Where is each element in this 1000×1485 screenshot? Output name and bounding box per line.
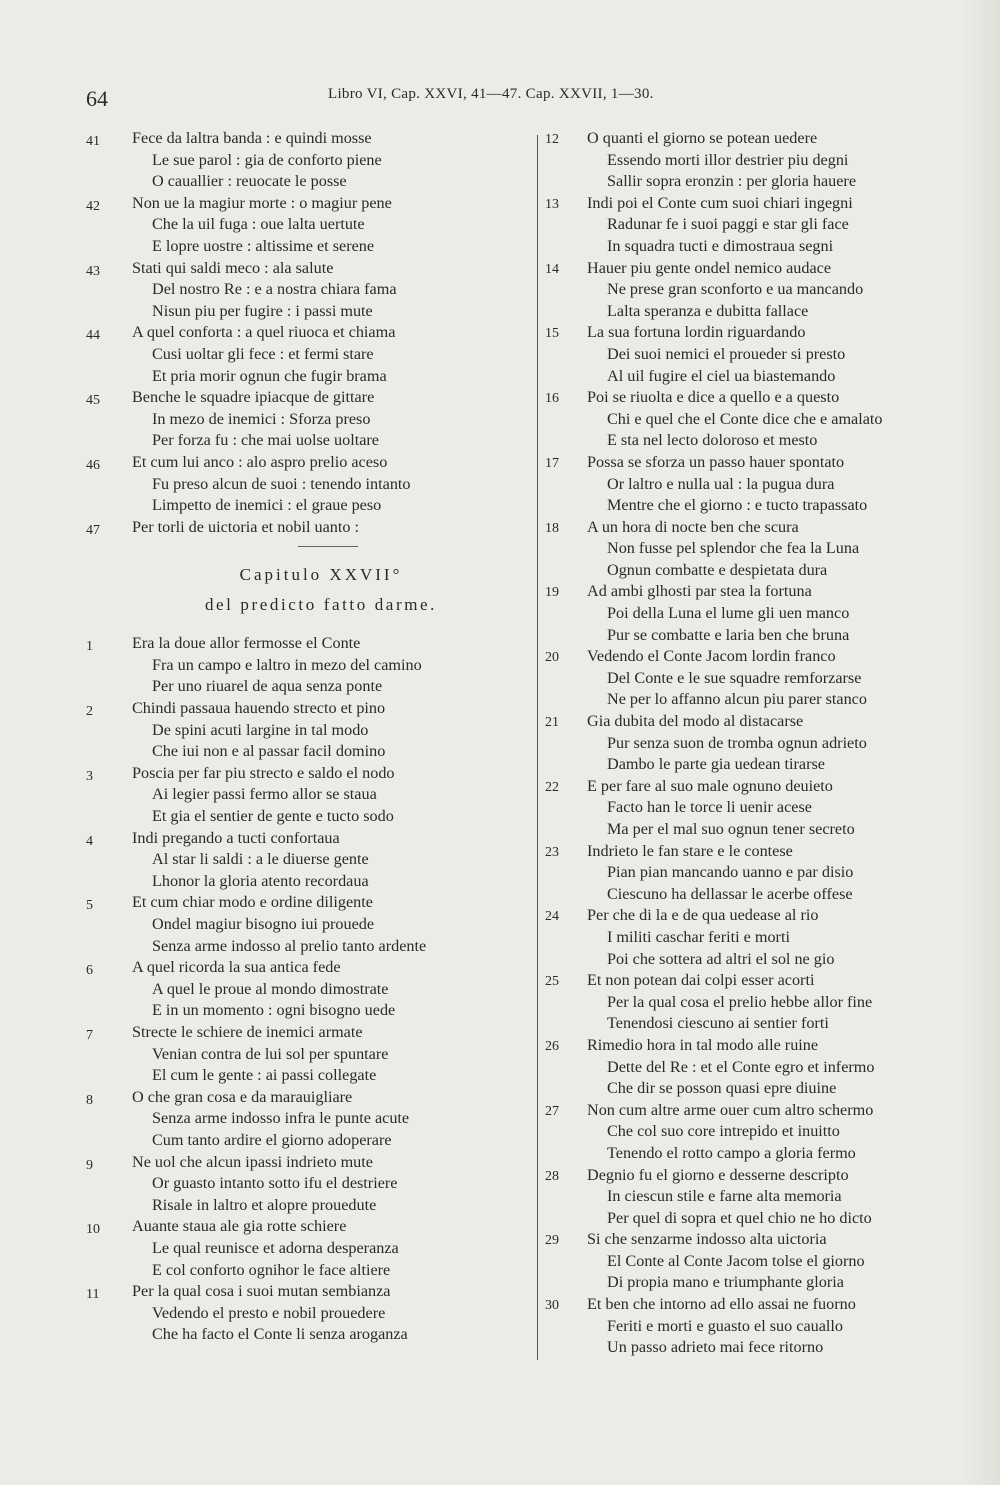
verse-line: Ne prese gran sconforto e ua mancando bbox=[607, 280, 864, 299]
verse-line: Del nostro Re : e a nostra chiara fama bbox=[152, 280, 397, 299]
stanza bbox=[86, 763, 526, 828]
verse-line: Tenendosi ciescuno ai sentier forti bbox=[607, 1014, 829, 1033]
stanza-number: 21 bbox=[545, 715, 559, 731]
verse-line: Et ben che intorno ad ello assai ne fuorno bbox=[587, 1295, 856, 1314]
stanza-number: 4 bbox=[86, 833, 93, 849]
verse-line: Or laltro e nulla ual : la pugua dura bbox=[607, 474, 835, 493]
verse-line: Poi della Luna el lume gli uen manco bbox=[607, 604, 850, 623]
verse-line: Fu preso alcun de suoi : tenendo intanto bbox=[152, 474, 411, 493]
stanza bbox=[545, 1229, 965, 1294]
verse-line: Et cum chiar modo e ordine diligente bbox=[132, 893, 373, 912]
stanza bbox=[545, 581, 965, 646]
verse-line: El Conte al Conte Jacom tolse el giorno bbox=[607, 1251, 865, 1270]
verse-line: Senza arme indosso al prelio tanto ardente bbox=[152, 936, 427, 955]
stanza-number: 23 bbox=[545, 844, 559, 860]
verse-line: A quel ricorda la sua antica fede bbox=[132, 958, 341, 977]
verse-line: A un hora di nocte ben che scura bbox=[587, 517, 799, 536]
stanza bbox=[86, 1152, 526, 1217]
verse-line: Tenendo el rotto campo a gloria fermo bbox=[607, 1143, 856, 1162]
stanza-number: 46 bbox=[86, 457, 100, 473]
stanza bbox=[86, 828, 526, 893]
stanzas-chapter-27-left bbox=[86, 633, 526, 1346]
verse-line: Dette del Re : et el Conte egro et infermo bbox=[607, 1057, 875, 1076]
verse-line: A quel le proue al mondo dimostrate bbox=[152, 979, 389, 998]
verse-line: Al star li saldi : a le diuerse gente bbox=[152, 850, 369, 869]
stanza bbox=[545, 711, 965, 776]
stanza bbox=[86, 452, 526, 517]
verse-line: Indrieto le fan stare e le contese bbox=[587, 841, 793, 860]
verse-line: Risale in laltro et alopre prouedute bbox=[152, 1195, 377, 1214]
verse-line: Ai legier passi fermo allor se staua bbox=[152, 785, 377, 804]
verse-line: Pian pian mancando uanno e par disio bbox=[607, 863, 854, 882]
stanza-number: 43 bbox=[86, 263, 100, 279]
stanza-number: 24 bbox=[545, 909, 559, 925]
stanza bbox=[545, 322, 965, 387]
verse-line: Era la doue allor fermosse el Conte bbox=[132, 634, 361, 653]
verse-line: Pur se combatte e laria ben che bruna bbox=[607, 625, 850, 644]
verse-line: La sua fortuna lordin riguardando bbox=[587, 323, 806, 342]
verse-line: Degnio fu el giorno e desserne descripto bbox=[587, 1165, 849, 1184]
verse-line: Del Conte e le sue squadre remforzarse bbox=[607, 668, 862, 687]
verse-line: Essendo morti illor destrier piu degni bbox=[607, 150, 849, 169]
stanza bbox=[545, 1165, 965, 1230]
stanza-number: 28 bbox=[545, 1168, 559, 1184]
stanza-number: 45 bbox=[86, 393, 100, 409]
stanza-number: 15 bbox=[545, 326, 559, 342]
stanza bbox=[86, 633, 526, 698]
verse-line: E sta nel lecto doloroso et mesto bbox=[607, 431, 818, 450]
stanza-number: 7 bbox=[86, 1027, 93, 1043]
verse-line: Gia dubita del modo al distacarse bbox=[587, 712, 804, 731]
stanza-number: 14 bbox=[545, 261, 559, 277]
verse-line: Che col suo core intrepido et inuitto bbox=[607, 1122, 840, 1141]
verse-line: Ma per el mal suo ognun tener secreto bbox=[607, 820, 855, 838]
verse-line: Facto han le torce li uenir acese bbox=[607, 798, 812, 817]
verse-line: Cusi uoltar gli fece : et fermi stare bbox=[152, 344, 374, 363]
chapter-title: Capitulo XXVII° bbox=[239, 565, 403, 585]
verse-line: Ondel magiur bisogno iui prouede bbox=[152, 915, 375, 933]
verse-line: Lalta speranza e dubitta fallace bbox=[607, 301, 809, 320]
verse-line: Possa se sforza un passo hauer spontato bbox=[587, 452, 845, 471]
stanza-number: 2 bbox=[86, 704, 93, 720]
verse-line: Cum tanto ardire el giorno adoperare bbox=[152, 1130, 392, 1149]
verse-line: Per forza fu : che mai uolse uoltare bbox=[152, 431, 379, 450]
verse-line: A quel conforta : a quel riuoca et chiama bbox=[132, 323, 396, 342]
verse-line: Ne uol che alcun ipassi indrieto mute bbox=[132, 1152, 373, 1171]
stanza bbox=[86, 698, 526, 763]
verse-line: Vedendo el Conte Jacom lordin franco bbox=[587, 647, 836, 666]
verse-line: Non fusse pel splendor che fea la Luna bbox=[607, 539, 860, 558]
verse-line: Si che senzarme indosso alta uictoria bbox=[587, 1230, 827, 1249]
verse-line: I militi caschar feriti e morti bbox=[607, 927, 790, 946]
stanza-number: 10 bbox=[86, 1222, 100, 1238]
verse-line: Per la qual cosa i suoi mutan sembianza bbox=[132, 1282, 391, 1301]
verse-line: Sallir sopra eronzin : per gloria hauere bbox=[607, 172, 857, 191]
stanza-number: 41 bbox=[86, 134, 100, 149]
verse-line: Che dir se posson quasi epre diuine bbox=[607, 1079, 837, 1098]
stanza-number: 22 bbox=[545, 779, 559, 795]
stanza bbox=[86, 258, 526, 323]
stanza bbox=[545, 387, 965, 452]
verse-line: Di propia mano e triumphante gloria bbox=[607, 1273, 844, 1292]
verse-line: In mezo de inemici : Sforza preso bbox=[152, 409, 371, 428]
verse-line: Poi se riuolta e dice a quello e a questo bbox=[587, 388, 840, 407]
stanza bbox=[545, 452, 965, 517]
verse-line: Vedendo el presto e nobil prouedere bbox=[152, 1303, 386, 1322]
stanza-number: 13 bbox=[545, 196, 559, 212]
stanza bbox=[86, 193, 526, 258]
stanza-number: 30 bbox=[545, 1298, 559, 1314]
stanza bbox=[545, 193, 965, 258]
stanza-number: 6 bbox=[86, 963, 93, 979]
stanza bbox=[545, 905, 965, 970]
verse-line: De spini acuti largine in tal modo bbox=[152, 720, 369, 739]
stanza-number: 25 bbox=[545, 974, 559, 990]
verse-line: Che la uil fuga : oue lalta uertute bbox=[152, 215, 365, 234]
stanza bbox=[86, 128, 526, 193]
right-column bbox=[545, 128, 965, 1359]
verse-line: In squadra tucti e dimostraua segni bbox=[607, 236, 834, 255]
verse-line: Stati qui saldi meco : ala salute bbox=[132, 258, 334, 277]
verse-line: Per torli de uictoria et nobil uanto : bbox=[132, 517, 360, 536]
verse-line: E per fare al suo male ognuno deuieto bbox=[587, 776, 833, 795]
chapter-rule bbox=[298, 546, 358, 547]
verse-line: Et cum lui anco : alo aspro prelio aceso bbox=[132, 452, 388, 471]
verse-line: Indi poi el Conte cum suoi chiari ingegni bbox=[587, 193, 853, 212]
verse-line: Dei suoi nemici el proueder si presto bbox=[607, 344, 846, 363]
stanza bbox=[86, 1022, 526, 1087]
stanza-number: 16 bbox=[545, 391, 559, 407]
stanza bbox=[545, 258, 965, 323]
stanza-number: 20 bbox=[545, 650, 559, 666]
verse-line: Nisun piu per fugire : i passi mute bbox=[152, 301, 373, 320]
verse-line: Limpetto de inemici : el graue peso bbox=[152, 496, 382, 515]
verse-line: Pur senza suon de tromba ognun adrieto bbox=[607, 733, 867, 752]
stanza bbox=[545, 1294, 965, 1359]
stanza-number: 12 bbox=[545, 132, 559, 147]
stanza bbox=[86, 1087, 526, 1152]
verse-line: Et pria morir ognun che fugir brama bbox=[152, 366, 387, 385]
verse-line: Benche le squadre ipiacque de gittare bbox=[132, 388, 375, 407]
verse-line: Al uil fugire el ciel ua biastemando bbox=[607, 366, 836, 385]
verse-line: Mentre che el giorno : e tucto trapassato bbox=[607, 496, 868, 515]
stanza-number: 42 bbox=[86, 198, 100, 214]
stanza-number: 44 bbox=[86, 328, 100, 344]
verse-line: E in un momento : ogni bisogno uede bbox=[152, 1001, 396, 1020]
stanza bbox=[86, 322, 526, 387]
verse-line: Per quel di sopra et quel chio ne ho dicto bbox=[607, 1208, 872, 1227]
stanza bbox=[86, 387, 526, 452]
verse-line: Per la qual cosa el prelio hebbe allor fine bbox=[607, 992, 873, 1011]
stanza bbox=[86, 517, 526, 539]
left-column bbox=[86, 128, 526, 1346]
verse-line: Lhonor la gloria atento recordaua bbox=[152, 871, 369, 890]
verse-line: O che gran cosa e da marauigliare bbox=[132, 1087, 353, 1106]
running-head: Libro VI, Cap. XXVI, 41—47. Cap. XXVII, 1—30. bbox=[328, 86, 654, 102]
verse-line: Fra un campo e laltro in mezo del camino bbox=[152, 655, 422, 674]
stanza-number: 9 bbox=[86, 1157, 93, 1173]
stanza bbox=[545, 128, 965, 193]
stanza-number: 1 bbox=[86, 639, 93, 655]
verse-line: E lopre uostre : altissime et serene bbox=[152, 236, 375, 255]
verse-line: Rimedio hora in tal modo alle ruine bbox=[587, 1035, 819, 1054]
verse-line: Poi che sottera ad altri el sol ne gio bbox=[607, 949, 835, 968]
verse-line: Per che di la e de qua uedease al rio bbox=[587, 906, 819, 925]
stanza-number: 47 bbox=[86, 522, 100, 538]
verse-line: Ciescuno ha dellassar le acerbe offese bbox=[607, 884, 853, 903]
stanza-number: 18 bbox=[545, 520, 559, 536]
stanza bbox=[86, 1216, 526, 1281]
verse-line: Non cum altre arme ouer cum altro schermo bbox=[587, 1100, 874, 1119]
verse-line: Indi pregando a tucti confortaua bbox=[132, 828, 340, 847]
stanzas-chapter-27-right bbox=[545, 128, 965, 1359]
verse-line: Chi e quel che el Conte dice che e amalato bbox=[607, 409, 883, 428]
verse-line: E col conforto ognihor le face altiere bbox=[152, 1260, 391, 1279]
verse-line: Feriti e morti e guasto el suo cauallo bbox=[607, 1316, 844, 1335]
chapter-subtitle: del predicto fatto darme. bbox=[204, 595, 438, 615]
verse-line: Ne per lo affanno alcun piu parer stanco bbox=[607, 690, 867, 709]
stanza bbox=[545, 1035, 965, 1100]
stanza-number: 19 bbox=[545, 585, 559, 601]
stanza bbox=[545, 970, 965, 1035]
stanza bbox=[86, 1281, 526, 1346]
stanza-number: 8 bbox=[86, 1092, 93, 1108]
verse-line: Auante staua ale gia rotte schiere bbox=[132, 1217, 347, 1236]
stanzas-chapter-26 bbox=[86, 128, 526, 538]
verse-line: Non ue la magiur morte : o magiur pene bbox=[132, 193, 392, 212]
verse-line: Che iui non e al passar facil domino bbox=[152, 742, 386, 761]
stanza bbox=[545, 517, 965, 582]
verse-line: Un passo adrieto mai fece ritorno bbox=[607, 1338, 824, 1357]
stanza bbox=[545, 841, 965, 906]
verse-line: Venian contra de lui sol per spuntare bbox=[152, 1044, 389, 1063]
stanza-number: 29 bbox=[545, 1233, 559, 1249]
verse-line: Or guasto intanto sotto ifu el destriere bbox=[152, 1174, 398, 1193]
stanza-number: 3 bbox=[86, 768, 93, 784]
stanza-number: 26 bbox=[545, 1038, 559, 1054]
verse-line: Fece da laltra banda : e quindi mosse bbox=[132, 129, 372, 147]
stanza bbox=[86, 892, 526, 957]
verse-line: Hauer piu gente ondel nemico audace bbox=[587, 258, 832, 277]
verse-line: Strecte le schiere de inemici armate bbox=[132, 1022, 363, 1041]
verse-line: O cauallier : reuocate le posse bbox=[152, 172, 347, 191]
verse-line: Le qual reunisce et adorna desperanza bbox=[152, 1238, 399, 1257]
verse-line: Radunar fe i suoi paggi e star gli face bbox=[607, 215, 849, 234]
verse-line: O quanti el giorno se potean uedere bbox=[587, 129, 818, 147]
stanza-number: 5 bbox=[86, 898, 93, 914]
stanza-number: 17 bbox=[545, 455, 559, 471]
verse-line: Per uno riuarel de aqua senza ponte bbox=[152, 677, 383, 696]
verse-line: Ognun combatte e despietata dura bbox=[607, 560, 828, 579]
stanza-number: 11 bbox=[86, 1287, 100, 1303]
stanza bbox=[545, 776, 965, 841]
verse-line: Dambo le parte gia uedean tirarse bbox=[607, 755, 825, 774]
page-edge-shadow bbox=[960, 0, 1000, 1485]
page-number: 64 bbox=[86, 86, 108, 111]
verse-line: Et gia el sentier de gente e tucto sodo bbox=[152, 807, 394, 826]
verse-line: Et non potean dai colpi esser acorti bbox=[587, 971, 815, 990]
stanza bbox=[86, 957, 526, 1022]
stanza bbox=[545, 1100, 965, 1165]
stanza-number: 27 bbox=[545, 1103, 559, 1119]
verse-line: Senza arme indosso infra le punte acute bbox=[152, 1109, 410, 1128]
verse-line: Poscia per far piu strecto e saldo el nodo bbox=[132, 763, 395, 782]
verse-line: Che ha facto el Conte li senza aroganza bbox=[152, 1325, 408, 1344]
verse-line: In ciescun stile e farne alta memoria bbox=[607, 1187, 842, 1206]
verse-line: Ad ambi glhosti par stea la fortuna bbox=[587, 582, 812, 601]
verse-line: Le sue parol : gia de conforto piene bbox=[152, 150, 382, 169]
stanza bbox=[545, 646, 965, 711]
column-divider bbox=[537, 135, 538, 1360]
verse-line: Chindi passaua hauendo strecto et pino bbox=[132, 699, 386, 718]
verse-line: El cum le gente : ai passi collegate bbox=[152, 1066, 377, 1085]
